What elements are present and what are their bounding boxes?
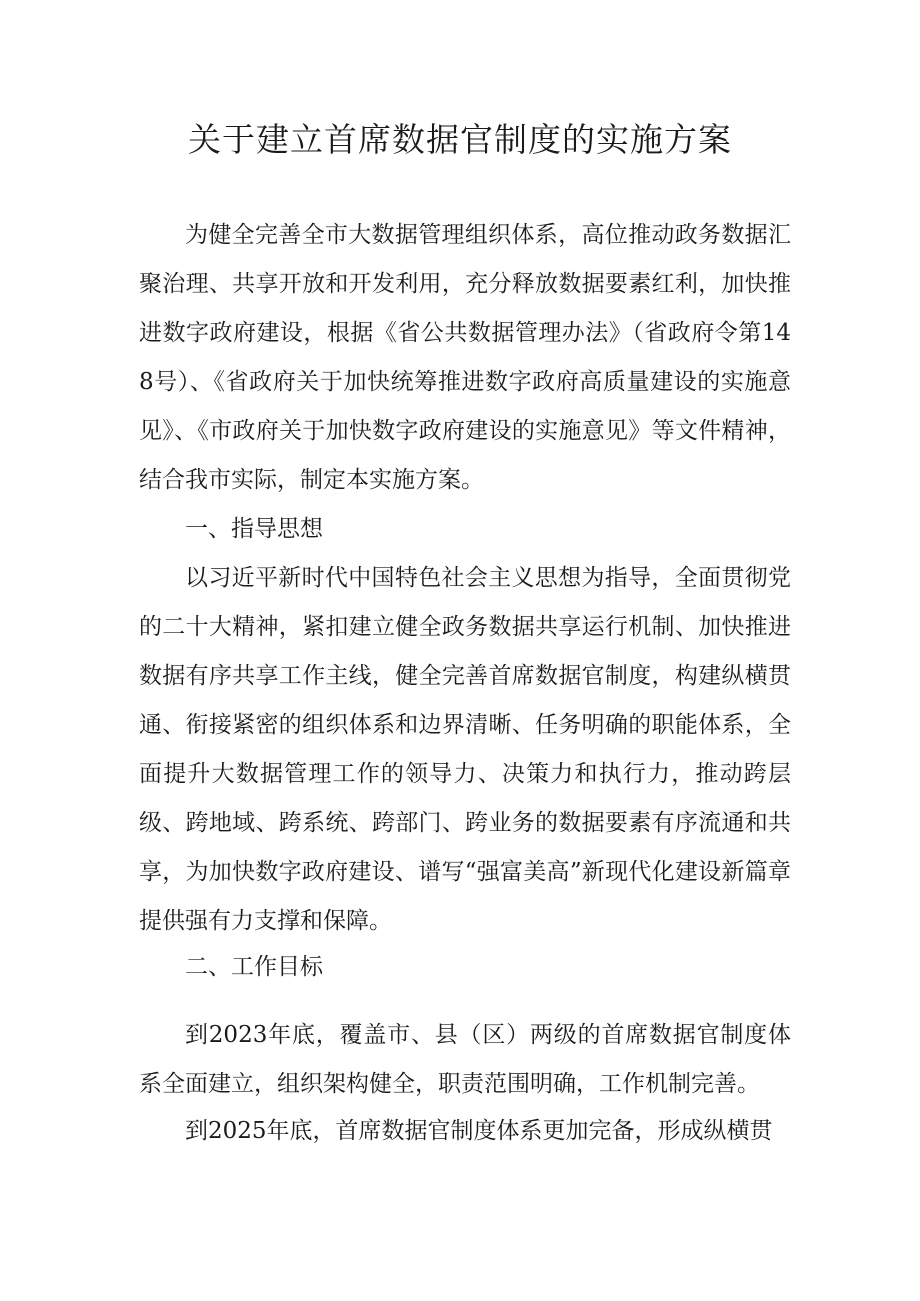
guiding-ideology-paragraph: 以习近平新时代中国特色社会主义思想为指导，全面贯彻党的二十大精神，紧扣建立健全政务数据共享运行机制、加快推进数据有序共享工作主线，健全完善首席数据官制度，构建纵横贯通、衔接紧密的组织体系和边界清晰、任务明确的职能体系，全面提升大数据管理工作的领导力、决策力和执行力，推动跨层级、跨地域、跨系统、跨部门、跨业务的数据要素有序流通和共享，为加快数字政府建设、谱写“强富美高”新现代化建设新篇章提供强有力支撑和保障。: [139, 565, 791, 934]
section-heading-work-goals: 二、工作目标: [185, 954, 323, 980]
goal-2025-paragraph: 到2025年底，首席数据官制度体系更加完备，形成纵横贯: [185, 1118, 773, 1144]
section-heading-guiding-ideology: 一、指导思想: [185, 516, 323, 542]
document-title: 关于建立首席数据官制度的实施方案: [188, 120, 732, 159]
intro-paragraph: 为健全完善全市大数据管理组织体系，高位推动政务数据汇聚治理、共享开放和开发利用，充分释放数据要素红利，加快推进数字政府建设，根据《省公共数据管理办法》（省政府令第148号）、《省政府关于加快统筹推进数字政府高质量建设的实施意见》、《市政府关于加快数字政府建设的实施意见》等文件精神，结合我市实际，制定本实施方案。: [139, 222, 791, 493]
goal-2023-paragraph: 到2023年底，覆盖市、县（区）两级的首席数据官制度体系全面建立，组织架构健全，职责范围明确，工作机制完善。: [139, 1022, 791, 1097]
